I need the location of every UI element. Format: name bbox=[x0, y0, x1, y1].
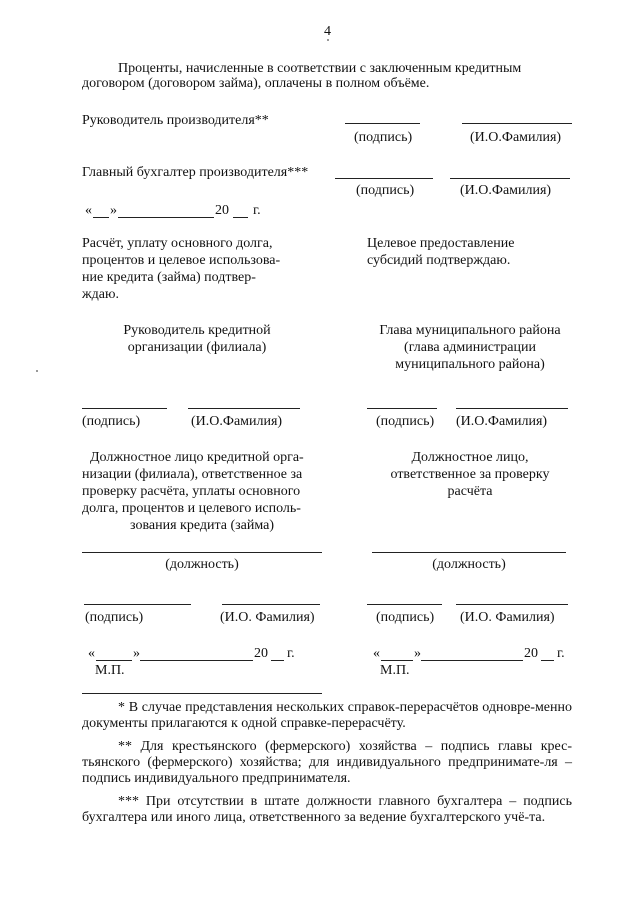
left-head-line-1: Руководитель кредитной bbox=[123, 323, 271, 338]
left-head-name-caption: (И.О.Фамилия) bbox=[191, 414, 283, 429]
chief-accountant-sign-caption: (подпись) bbox=[356, 183, 415, 198]
date-day-line bbox=[93, 217, 109, 218]
left-official-sign-line bbox=[84, 604, 191, 605]
right-official-sign-line bbox=[367, 604, 442, 605]
right-official-name-line bbox=[456, 604, 568, 605]
producer-head-name-line bbox=[462, 123, 572, 124]
right-head-line-1: Глава муниципального района bbox=[379, 323, 561, 338]
left-head-sign-line bbox=[82, 408, 167, 409]
right-date-year-line bbox=[541, 660, 554, 661]
right-date-day-line bbox=[381, 660, 413, 661]
left-head-name-line bbox=[188, 408, 300, 409]
right-official-position-caption: (должность) bbox=[432, 557, 506, 572]
left-official-sign-caption: (подпись) bbox=[85, 610, 144, 625]
right-date-close-quote: » bbox=[414, 646, 421, 661]
left-head-sign-caption: (подпись) bbox=[82, 414, 141, 429]
left-official-line-3: проверку расчёта, уплаты основного bbox=[82, 484, 301, 499]
date-year-prefix: 20 bbox=[215, 203, 229, 218]
left-official-line-2: низации (филиала), ответственное за bbox=[82, 467, 303, 482]
left-date-day-line bbox=[96, 660, 132, 661]
left-date-month-line bbox=[140, 660, 253, 661]
right-date-year-prefix: 20 bbox=[524, 646, 538, 661]
left-date-year-prefix: 20 bbox=[254, 646, 268, 661]
date-month-line bbox=[118, 217, 214, 218]
right-head-line-3: муниципального района) bbox=[395, 357, 545, 372]
right-date-open-quote: « bbox=[373, 646, 380, 661]
left-date-close-quote: » bbox=[133, 646, 140, 661]
right-seal-label: М.П. bbox=[380, 663, 410, 678]
right-confirm-line-1: Целевое предоставление bbox=[367, 236, 515, 251]
right-head-sign-line bbox=[367, 408, 437, 409]
right-confirm-line-2: субсидий подтверждаю. bbox=[367, 253, 511, 268]
chief-accountant-name-line bbox=[450, 178, 570, 179]
right-official-line-1: Должностное лицо, bbox=[411, 450, 529, 465]
right-head-sign-caption: (подпись) bbox=[376, 414, 435, 429]
footnote-3: *** При отсутствии в штате должности главного бухгалтера – подпись бухгалтера или иного лица, ответственного за ведение бухгалтерского учё-та. bbox=[82, 794, 572, 825]
left-date-open-quote: « bbox=[88, 646, 95, 661]
footnote-separator bbox=[82, 693, 322, 694]
left-official-position-caption: (должность) bbox=[165, 557, 239, 572]
left-confirm-line-2: процентов и целевое использова- bbox=[82, 253, 281, 268]
right-head-name-caption: (И.О.Фамилия) bbox=[456, 414, 548, 429]
left-date-year-suffix: г. bbox=[287, 646, 295, 661]
scan-speck bbox=[36, 370, 38, 372]
right-official-line-2: ответственное за проверку bbox=[390, 467, 550, 482]
footnote-1: * В случае представления нескольких справок-перерасчётов одновре-менно документы прилагаются к одной справке-перерасчёту. bbox=[82, 700, 572, 731]
left-head-line-2: организации (филиала) bbox=[127, 340, 267, 355]
left-official-name-caption: (И.О. Фамилия) bbox=[220, 610, 315, 625]
date-year-line bbox=[233, 217, 248, 218]
right-official-line-3: расчёта bbox=[447, 484, 493, 499]
right-official-position-line bbox=[372, 552, 566, 553]
right-date-month-line bbox=[421, 660, 523, 661]
left-confirm-line-1: Расчёт, уплату основного долга, bbox=[82, 236, 273, 251]
left-confirm-line-3: ние кредита (займа) подтвер- bbox=[82, 270, 256, 285]
date-close-quote: » bbox=[110, 203, 117, 218]
left-seal-label: М.П. bbox=[95, 663, 125, 678]
producer-head-title: Руководитель производителя** bbox=[82, 113, 269, 128]
right-head-line-2: (глава администрации bbox=[404, 340, 536, 355]
right-official-name-caption: (И.О. Фамилия) bbox=[460, 610, 555, 625]
date-year-suffix: г. bbox=[253, 203, 261, 218]
left-official-position-line bbox=[82, 552, 322, 553]
chief-accountant-title: Главный бухгалтер производителя*** bbox=[82, 165, 309, 180]
scan-speck bbox=[327, 39, 329, 41]
chief-accountant-sign-line bbox=[335, 178, 433, 179]
left-official-name-line bbox=[222, 604, 320, 605]
left-confirm-line-4: ждаю. bbox=[82, 287, 119, 302]
producer-head-name-caption: (И.О.Фамилия) bbox=[470, 130, 562, 145]
left-official-line-5: зования кредита (займа) bbox=[130, 518, 274, 533]
footnote-2: ** Для крестьянского (фермерского) хозяйства – подпись главы крес-тьянского (фермерского) хозяйства; для индивидуального предпринимате-ля – подпись индивидуального предпринимателя. bbox=[82, 739, 572, 786]
producer-head-sign-line bbox=[345, 123, 420, 124]
chief-accountant-name-caption: (И.О.Фамилия) bbox=[460, 183, 552, 198]
left-official-line-4: долга, процентов и целевого исполь- bbox=[82, 501, 301, 516]
right-head-name-line bbox=[456, 408, 568, 409]
intro-line-2: договором (договором займа), оплачены в полном объёме. bbox=[82, 76, 430, 91]
page-number: 4 bbox=[324, 24, 331, 39]
left-date-year-line bbox=[271, 660, 284, 661]
producer-head-sign-caption: (подпись) bbox=[354, 130, 413, 145]
left-official-line-1: Должностное лицо кредитной орга- bbox=[90, 450, 304, 465]
right-official-sign-caption: (подпись) bbox=[376, 610, 435, 625]
date-open-quote: « bbox=[85, 203, 92, 218]
right-date-year-suffix: г. bbox=[557, 646, 565, 661]
intro-line-1: Проценты, начисленные в соответствии с заключенным кредитным bbox=[118, 61, 522, 76]
